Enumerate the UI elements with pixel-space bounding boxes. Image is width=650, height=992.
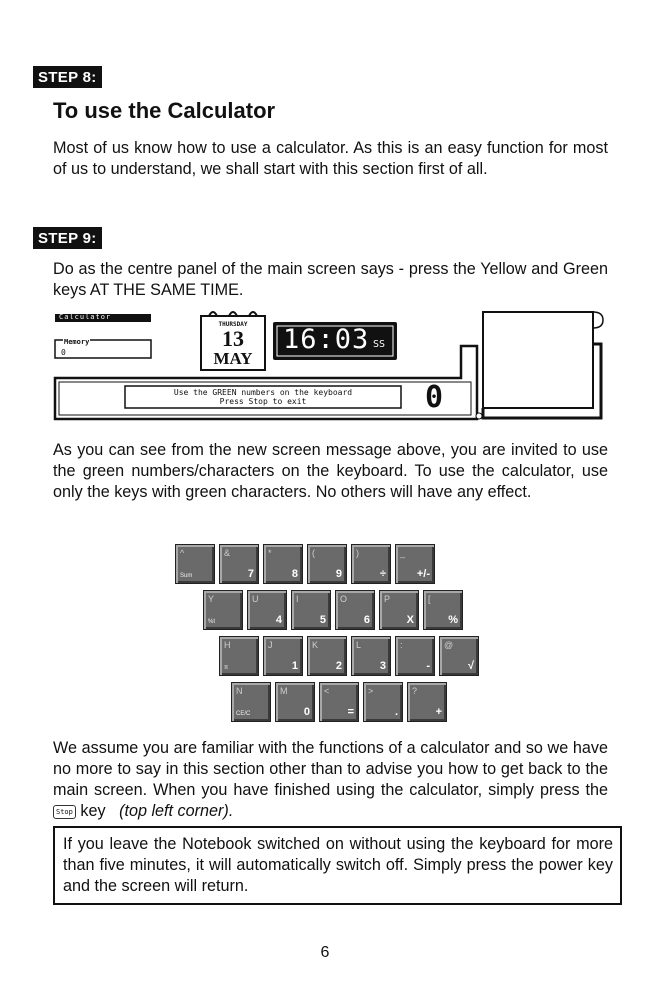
keyboard-key bbox=[351, 544, 391, 584]
top-left-corner-note: (top left corner). bbox=[119, 802, 234, 820]
key-top-char: J bbox=[268, 640, 273, 650]
keyboard-key bbox=[335, 590, 375, 630]
keyboard-key bbox=[203, 590, 243, 630]
key-top-char: M bbox=[280, 686, 288, 696]
key-green-char: 1 bbox=[291, 660, 298, 672]
page-number: 6 bbox=[320, 944, 330, 961]
keyboard-key bbox=[307, 636, 347, 676]
keyboard-key bbox=[423, 590, 463, 630]
key-top-char: @ bbox=[444, 640, 454, 650]
key-top-char: : bbox=[400, 640, 403, 650]
key-green-char: 5 bbox=[319, 614, 326, 626]
instruction-paragraph: Do as the centre panel of the main screen says - press the Yellow and Green keys AT THE SAME TIME. bbox=[53, 260, 608, 299]
app-label: Calculator bbox=[59, 313, 112, 321]
key-green-char: +/- bbox=[416, 568, 430, 580]
key-function-label: %t bbox=[208, 619, 216, 625]
keyboard-key bbox=[263, 636, 303, 676]
step-9-badge: STEP 9: bbox=[33, 227, 102, 249]
key-green-char: 8 bbox=[291, 568, 298, 580]
keyboard-key bbox=[363, 682, 403, 722]
keyboard-key bbox=[395, 636, 435, 676]
key-top-char: [ bbox=[428, 594, 431, 604]
key-green-char: 0 bbox=[303, 706, 310, 718]
memory-value: 0 bbox=[61, 348, 66, 357]
keyboard-key bbox=[263, 544, 303, 584]
stop-key-icon: Stop bbox=[53, 805, 76, 819]
return-instructions-paragraph bbox=[53, 738, 608, 822]
calendar-day: THURSDAY bbox=[218, 321, 248, 328]
calendar-date: 13 bbox=[222, 326, 244, 351]
key-green-char: 2 bbox=[335, 660, 342, 672]
keyboard-key bbox=[291, 590, 331, 630]
key-word: key bbox=[80, 802, 106, 820]
key-function-label: Sum bbox=[180, 573, 193, 579]
key-function-label: CE/C bbox=[236, 711, 251, 717]
key-green-char: % bbox=[448, 614, 458, 626]
message-line-2: Press Stop to exit bbox=[219, 397, 307, 406]
key-top-char: ) bbox=[356, 548, 359, 558]
keyboard-key bbox=[219, 544, 259, 584]
key-top-char: Y bbox=[208, 594, 215, 604]
keyboard-key bbox=[275, 682, 315, 722]
key-top-char: N bbox=[236, 686, 243, 696]
keyboard-key bbox=[307, 544, 347, 584]
clock-time: 16:03 bbox=[283, 324, 370, 355]
key-green-char: - bbox=[426, 660, 430, 672]
key-green-char: 4 bbox=[275, 614, 282, 626]
keyboard-key bbox=[439, 636, 479, 676]
keyboard-key bbox=[407, 682, 447, 722]
keyboard-key bbox=[247, 590, 287, 630]
key-top-char: K bbox=[312, 640, 319, 650]
key-green-char: 6 bbox=[363, 614, 370, 626]
key-green-char: = bbox=[347, 706, 354, 718]
key-function-label: π bbox=[224, 665, 229, 671]
clock-seconds-label: SS bbox=[373, 339, 386, 350]
key-top-char: & bbox=[224, 548, 231, 558]
step-8-badge: STEP 8: bbox=[33, 66, 102, 88]
green-keys-keyboard bbox=[175, 542, 485, 732]
keyboard-key bbox=[319, 682, 359, 722]
keyboard-key bbox=[379, 590, 419, 630]
page-title: To use the Calculator bbox=[53, 98, 276, 123]
key-green-char: 3 bbox=[379, 660, 386, 672]
key-top-char: H bbox=[224, 640, 231, 650]
key-top-char: ( bbox=[312, 548, 315, 558]
message-line-1: Use the GREEN numbers on the keyboard bbox=[173, 388, 353, 397]
calculator-screen-illustration bbox=[53, 308, 613, 430]
key-green-char: ÷ bbox=[379, 568, 386, 580]
green-keys-paragraph: As you can see from the new screen message above, you are invited to use the green numbers/characters on the keyboard. To use the calculator, use only the keys with green characters. No others will have any effect. bbox=[53, 441, 608, 501]
return-text: We assume you are familiar with the functions of a calculator and so we have no more to say in this section other than to advise you how to get back to the main screen. When you have finished using the calculator, simply press the bbox=[53, 739, 608, 799]
keyboard-key bbox=[175, 544, 215, 584]
key-top-char: * bbox=[268, 548, 272, 558]
keyboard-key bbox=[231, 682, 271, 722]
key-top-char: ^ bbox=[180, 548, 185, 558]
key-top-char: U bbox=[252, 594, 259, 604]
key-green-char: X bbox=[406, 614, 414, 626]
key-top-char: ? bbox=[412, 686, 418, 696]
keyboard-key bbox=[351, 636, 391, 676]
key-top-char: O bbox=[340, 594, 348, 604]
key-top-char: I bbox=[296, 594, 299, 604]
key-green-char: + bbox=[435, 706, 442, 718]
intro-paragraph: Most of us know how to use a calculator. As this is an easy function for most of us to understand, we shall start with this section first of all. bbox=[53, 139, 608, 178]
memory-label: Memory bbox=[64, 338, 90, 346]
key-green-char: √ bbox=[467, 660, 474, 672]
key-top-char: > bbox=[368, 686, 374, 696]
key-green-char: . bbox=[394, 706, 398, 718]
auto-off-notice: If you leave the Notebook switched on without using the keyboard for more than five minutes, it will automatically switch off. Simply press the power key and the screen will return. bbox=[53, 826, 622, 905]
key-top-char: < bbox=[324, 686, 330, 696]
calendar-month: MAY bbox=[213, 349, 253, 368]
keyboard-key bbox=[219, 636, 259, 676]
key-top-char: _ bbox=[400, 548, 406, 558]
key-green-char: 9 bbox=[335, 568, 342, 580]
key-top-char: L bbox=[356, 640, 362, 650]
calculator-display-value: 0 bbox=[425, 380, 444, 415]
key-top-char: P bbox=[384, 594, 391, 604]
key-green-char: 7 bbox=[247, 568, 254, 580]
keyboard-key bbox=[395, 544, 435, 584]
